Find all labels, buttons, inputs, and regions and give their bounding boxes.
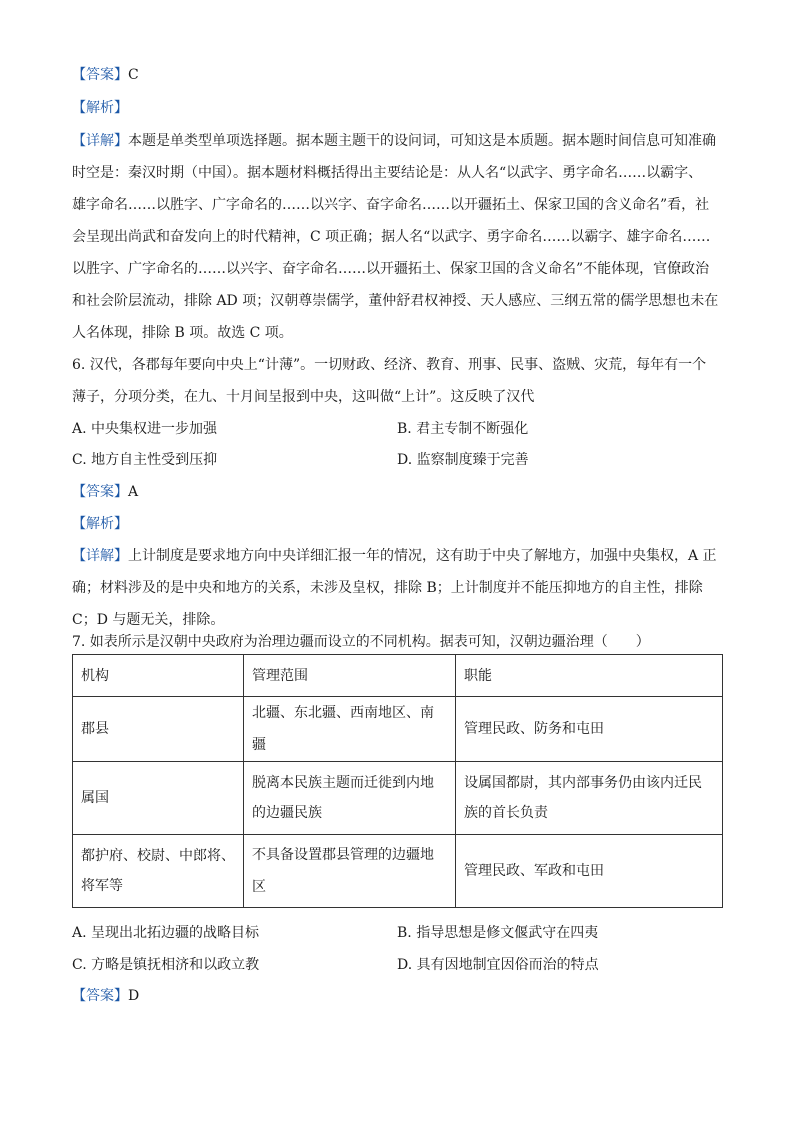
- detail-tag: 【详解】: [72, 548, 128, 564]
- table-cell: 郡县: [73, 697, 244, 762]
- q6-option-d[interactable]: D. 监察制度臻于完善: [397, 452, 529, 468]
- analysis-tag: 【解析】: [72, 100, 128, 116]
- detail-line: 以胜字、广字命名的……以兴字、奋字命名……以开疆拓土、保家卫国的含义命名”不能体现，官僚政治: [72, 261, 710, 277]
- table-header-cell: 机构: [73, 655, 244, 697]
- answer-tag: 【答案】: [72, 67, 128, 83]
- table-cell: 都护府、校尉、中郎将、将军等: [73, 835, 244, 908]
- table-row: [73, 835, 723, 908]
- answer-value: D: [128, 988, 140, 1004]
- detail-line: 人名体现，排除 B 项。故选 C 项。: [72, 325, 293, 341]
- answer-tag: 【答案】: [72, 988, 128, 1004]
- border-institutions-table: [72, 654, 723, 908]
- q6-detail-line: 确；材料涉及的是中央和地方的关系，未涉及皇权，排除 B；上计制度并不能压抑地方的自主性，排除: [72, 580, 703, 596]
- table-cell: 设属国都尉，其内部事务仍由该内迁民族的首长负责: [456, 762, 723, 835]
- table-row: [73, 697, 723, 762]
- q6-option-a[interactable]: A. 中央集权进一步加强: [72, 421, 218, 437]
- table-header-cell: 管理范围: [244, 655, 456, 697]
- q6-option-c[interactable]: C. 地方自主性受到压抑: [72, 452, 218, 468]
- q7-answer-line: [72, 985, 139, 1005]
- answer-value: C: [128, 67, 139, 83]
- q7-option-d[interactable]: D. 具有因地制宜因俗而治的特点: [397, 957, 599, 973]
- detail-tag: 【详解】: [72, 133, 128, 149]
- q6-answer-line: [72, 481, 138, 501]
- table-header-row: [73, 655, 723, 697]
- table-cell: 不具备设置郡县管理的边疆地区: [244, 835, 456, 908]
- analysis-line: [72, 97, 128, 117]
- table-cell: 管理民政、军政和屯田: [456, 835, 723, 908]
- table-cell: 属国: [73, 762, 244, 835]
- detail-line: 会呈现出尚武和奋发向上的时代精神，C 项正确；据人名“以武字、勇字命名……以霸字、雄字命名……: [72, 229, 711, 245]
- q6-analysis-line: [72, 513, 128, 533]
- analysis-tag: 【解析】: [72, 516, 128, 532]
- answer-line: [72, 64, 139, 84]
- detail-line: 雄字命名……以胜字、广字命名的……以兴字、奋字命名……以开疆拓土、保家卫国的含义命名”看，社: [72, 197, 710, 213]
- detail-text: 上计制度是要求地方向中央详细汇报一年的情况，这有助于中央了解地方，加强中央集权，A 正: [128, 548, 717, 564]
- q7-option-c[interactable]: C. 方略是镇抚相济和以政立教: [72, 957, 260, 973]
- question-7-stem: 7. 如表所示是汉朝中央政府为治理边疆而设立的不同机构。据表可知，汉朝边疆治理（ ）: [72, 634, 650, 650]
- q7-option-a[interactable]: A. 呈现出北拓边疆的战略目标: [72, 925, 260, 941]
- table-header-cell: 职能: [456, 655, 723, 697]
- table-cell: 管理民政、防务和屯田: [456, 697, 723, 762]
- question-6-stem: 6. 汉代，各郡每年要向中央上“计薄”。一切财政、经济、教育、刑事、民事、盗贼、灾荒，每年有一个: [72, 357, 707, 373]
- table-cell: 脱离本民族主题而迁徙到内地的边疆民族: [244, 762, 456, 835]
- detail-line: [72, 130, 716, 150]
- answer-tag: 【答案】: [72, 484, 128, 500]
- q6-option-b[interactable]: B. 君主专制不断强化: [397, 421, 529, 437]
- q7-option-b[interactable]: B. 指导思想是修文偃武守在四夷: [397, 925, 599, 941]
- q6-detail-line: C；D 与题无关，排除。: [72, 612, 225, 628]
- question-6-stem: 薄子，分项分类，在九、十月间呈报到中央，这叫做“上计”。这反映了汉代: [72, 389, 535, 405]
- table-cell: 北疆、东北疆、西南地区、南疆: [244, 697, 456, 762]
- table-row: [73, 762, 723, 835]
- q6-detail-line: [72, 545, 717, 565]
- detail-line: 和社会阶层流动，排除 AD 项；汉朝尊崇儒学，董仲舒君权神授、天人感应、三纲五常的儒学思想也未在: [72, 293, 719, 309]
- detail-text: 本题是单类型单项选择题。据本题主题干的设问词，可知这是本质题。据本题时间信息可知准确: [128, 133, 716, 149]
- detail-line: 时空是：秦汉时期（中国）。据本题材料概括得出主要结论是：从人名“以武字、勇字命名……以霸字、: [72, 165, 703, 181]
- answer-value: A: [128, 484, 139, 500]
